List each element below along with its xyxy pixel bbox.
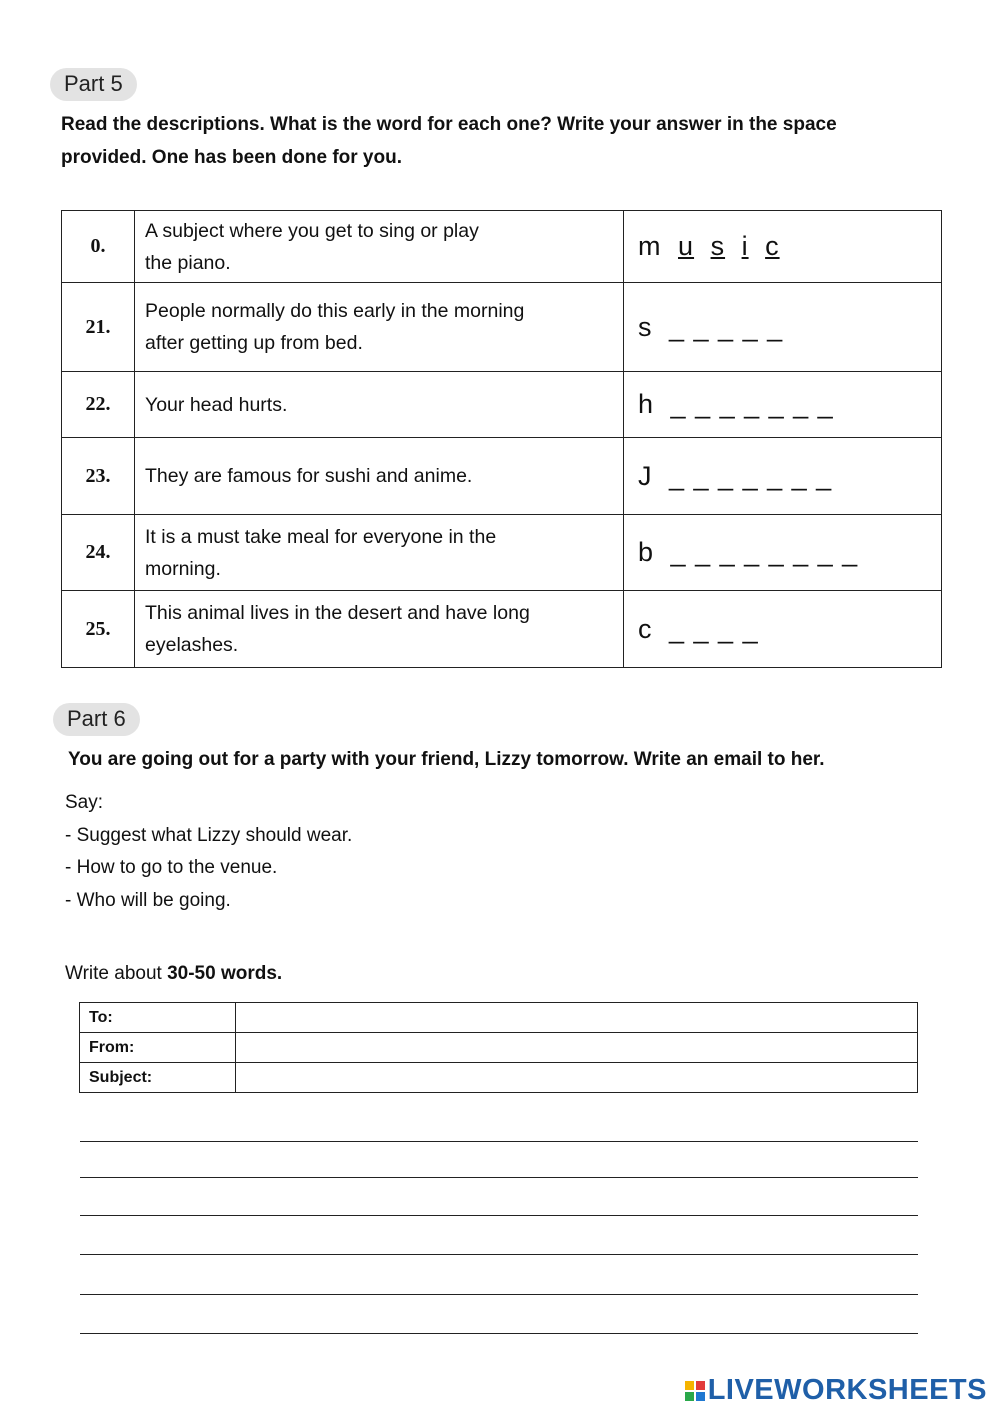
logo-square [685,1381,694,1390]
description-line: the piano. [145,251,231,274]
writing-line[interactable] [80,1215,918,1216]
word-count-range: 30-50 words. [167,963,283,984]
logo-square [696,1392,705,1401]
part5-instruction-line2: provided. One has been done for you. [61,147,402,168]
description-line: People normally do this early in the morning [145,300,525,322]
email-row-subject [80,1063,918,1093]
liveworksheets-logo [685,1374,987,1407]
logo-icon [685,1381,705,1401]
writing-line[interactable] [80,1254,918,1255]
part6-label: Part 6 [53,703,140,736]
answer-cell[interactable] [624,283,942,372]
example-letter: s [710,231,726,261]
first-letter: m [638,231,662,261]
to-field[interactable] [236,1003,918,1033]
question-description [135,591,624,668]
vocabulary-table [61,210,942,668]
first-letter: s [638,311,653,342]
answer-blanks[interactable]: _ _ _ _ _ [669,311,784,342]
logo-text: LIVEWORKSHEETS [707,1374,987,1406]
part5-instructions [61,108,961,174]
table-row [62,591,942,668]
description-line: after getting up from bed. [145,332,363,354]
logo-square [696,1381,705,1390]
subject-field[interactable] [236,1063,918,1093]
question-number: 0. [62,211,135,283]
first-letter: J [638,460,653,491]
question-description [135,211,624,283]
writing-line[interactable] [80,1141,918,1142]
description-line: It is a must take meal for everyone in the [145,525,497,548]
description-line: eyelashes. [145,634,239,656]
logo-square [685,1392,694,1401]
answer-cell[interactable] [624,515,942,591]
description-line: This animal lives in the desert and have long [145,602,530,624]
answer-blanks[interactable]: _ _ _ _ _ _ _ [670,389,834,419]
example-letter: i [741,231,749,261]
description-line: A subject where you get to sing or play [145,219,479,242]
email-header-table [79,1002,918,1093]
email-row-to [80,1003,918,1033]
bullet-point: - How to go to the venue. [65,857,278,878]
description-line: morning. [145,557,221,580]
writing-line[interactable] [80,1294,918,1295]
answer-blanks[interactable]: _ _ _ _ _ _ _ _ [670,537,859,567]
table-row [62,438,942,515]
email-row-from [80,1033,918,1063]
question-number: 21. [62,283,135,372]
word-count-instruction [65,957,282,990]
answer-cell[interactable] [624,591,942,668]
example-letter: c [765,231,780,261]
question-description [135,515,624,591]
answer-blanks[interactable]: _ _ _ _ [669,613,759,644]
question-number: 24. [62,515,135,591]
answer-cell[interactable] [624,438,942,515]
question-description [135,372,624,438]
word-count-prefix: Write about [65,963,168,984]
table-row [62,283,942,372]
question-number: 25. [62,591,135,668]
part6-instruction: You are going out for a party with your friend, Lizzy tomorrow. Write an email to her. [68,749,825,770]
part5-instruction-line1: Read the descriptions. What is the word for each one? Write your answer in the space [61,114,837,135]
first-letter: c [638,613,653,644]
question-description [135,283,624,372]
from-field[interactable] [236,1033,918,1063]
question-number: 22. [62,372,135,438]
bullet-point: - Suggest what Lizzy should wear. [65,825,353,846]
description-line: Your head hurts. [145,393,288,416]
table-row [62,515,942,591]
first-letter: h [638,389,655,419]
say-label: Say: [65,792,104,813]
answer-cell[interactable] [624,372,942,438]
question-number: 23. [62,438,135,515]
writing-line[interactable] [80,1177,918,1178]
table-row [62,211,942,283]
answer-cell [624,211,942,283]
writing-line[interactable] [80,1333,918,1334]
table-row [62,372,942,438]
description-line: They are famous for sushi and anime. [145,465,473,487]
question-description [135,438,624,515]
bullet-point: - Who will be going. [65,890,231,911]
example-letter: u [678,231,695,261]
first-letter: b [638,537,655,567]
to-label: To: [80,1003,236,1033]
part5-label: Part 5 [50,68,137,101]
answer-blanks[interactable]: _ _ _ _ _ _ _ [669,460,833,491]
from-label: From: [80,1033,236,1063]
subject-label: Subject: [80,1063,236,1093]
